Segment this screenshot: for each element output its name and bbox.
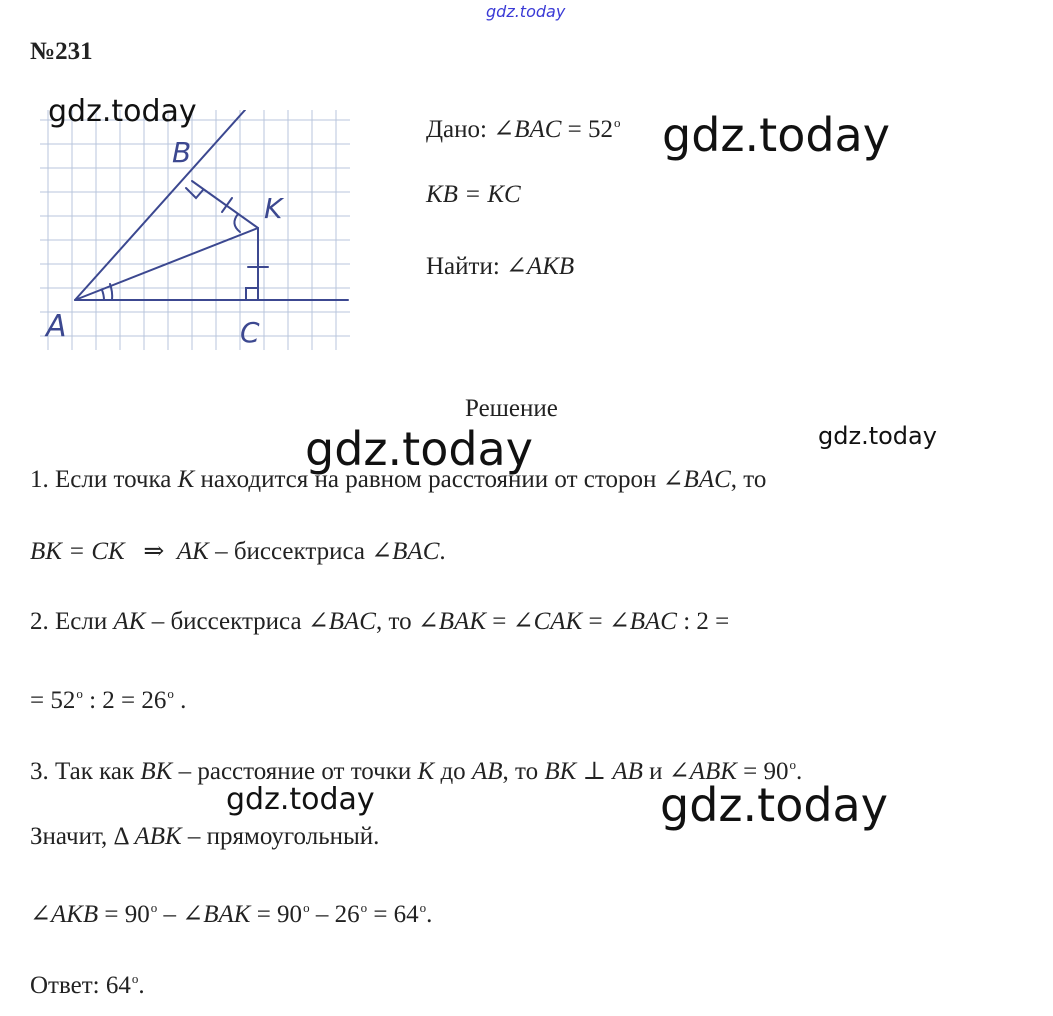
text: = 90	[743, 758, 789, 785]
text: и	[649, 758, 663, 785]
angle-name: BAK	[438, 608, 487, 635]
text: – 26	[315, 901, 360, 928]
problem-number: №231	[30, 38, 93, 65]
degree-sign: o	[150, 900, 158, 915]
equals: =	[588, 608, 603, 635]
equation: BK = CK	[30, 538, 125, 565]
given-value: = 52	[567, 116, 614, 143]
watermark-top: gdz.today	[486, 2, 566, 21]
answer-line	[30, 964, 145, 1001]
text: , то	[375, 608, 412, 635]
angle-sign: ∠	[417, 608, 439, 635]
label-b: B	[172, 136, 192, 169]
angle-sign: ∠	[182, 901, 204, 928]
point-k: K	[417, 758, 435, 785]
text: : 2 = 26	[89, 687, 167, 714]
find-line	[426, 252, 574, 282]
ray-ab	[75, 110, 245, 300]
solution-title: Решение	[465, 395, 558, 422]
angle-sign: ∠	[30, 901, 51, 928]
find-prefix: Найти:	[426, 253, 500, 280]
watermark-step3-left: gdz.today	[226, 782, 375, 817]
given-line-1	[426, 108, 621, 145]
implies-arrow: ⇒	[143, 538, 165, 565]
watermark-step3-right: gdz.today	[660, 778, 888, 832]
step-2-line-2	[30, 679, 186, 716]
angle-name: AKB	[50, 901, 99, 928]
degree-sign: o	[419, 900, 427, 915]
text: = 90	[256, 901, 303, 928]
angle-name: ABK	[689, 758, 737, 785]
angle-sign: ∠	[506, 253, 527, 280]
text: – биссектриса	[151, 608, 302, 635]
text: = 64	[373, 901, 419, 928]
angle-sign: ∠	[493, 116, 515, 143]
segment-kb	[192, 181, 258, 228]
segment-ak: AK	[113, 608, 146, 635]
degree-sign: o	[360, 900, 368, 915]
text: находится на равном расстоянии от сторон	[200, 466, 657, 493]
triangle-name: ABK	[134, 823, 182, 850]
step-1-line-2	[30, 537, 446, 567]
right-angle-c	[246, 288, 258, 300]
figure-svg	[40, 110, 355, 355]
answer-text: Ответ: 64	[30, 972, 131, 999]
text: – прямоугольный.	[187, 823, 380, 850]
text: , то	[502, 758, 539, 785]
watermark-solution-right: gdz.today	[818, 422, 937, 450]
text: : 2 =	[683, 608, 730, 635]
step-1-line-1	[30, 465, 766, 495]
angle-sign: ∠	[662, 466, 684, 493]
text: Значит,	[30, 823, 108, 850]
angle-sign: ∠	[512, 608, 534, 635]
angle-name: CAK	[533, 608, 583, 635]
segment-ak: AK	[176, 538, 209, 565]
minus: –	[163, 901, 177, 928]
find-angle: AKB	[526, 253, 575, 280]
segment-ab: AB	[471, 758, 503, 785]
watermark-solution-left: gdz.today	[305, 422, 533, 476]
text: .	[426, 901, 433, 928]
watermark-figure: gdz.today	[48, 94, 197, 129]
text: = 90	[104, 901, 150, 928]
angle-name: BAC	[629, 608, 677, 635]
arc-angle-a-1	[102, 290, 104, 300]
text: – биссектриса	[215, 538, 365, 565]
degree-sign: o	[76, 686, 83, 701]
text: .	[439, 538, 446, 565]
triangle-sign: Δ	[113, 823, 129, 850]
right-angle-b	[186, 188, 203, 198]
given-line-2: KB = KC	[426, 181, 521, 208]
step-2-line-1	[30, 607, 729, 637]
text: .	[796, 758, 803, 785]
segment-bk: BK	[140, 758, 173, 785]
degree-sign: o	[303, 900, 310, 915]
label-c: C	[240, 316, 260, 349]
text: , то	[730, 466, 767, 493]
watermark-given: gdz.today	[662, 108, 890, 162]
text: = 52	[30, 687, 76, 714]
degree-sign: o	[789, 757, 797, 772]
angle-name: BAC	[392, 538, 440, 565]
angle-sign: ∠	[371, 538, 393, 565]
text: 3. Так как	[30, 758, 135, 785]
degree-sign: o	[167, 686, 174, 701]
angle-sign: ∠	[668, 758, 690, 785]
text: .	[138, 972, 145, 999]
geometry-figure	[40, 110, 355, 355]
label-k: K	[264, 192, 283, 225]
tick-kb	[222, 198, 232, 212]
perpendicular-sign: ⊥	[582, 758, 607, 785]
grid-lines	[40, 110, 350, 350]
calculation-line	[30, 893, 432, 930]
text: – расстояние от точки	[178, 758, 412, 785]
degree-sign: o	[131, 971, 139, 986]
angle-sign: ∠	[307, 608, 329, 635]
segment-bk: BK	[544, 758, 577, 785]
given-angle: BAC	[514, 116, 562, 143]
angle-name: BAK	[203, 901, 251, 928]
angle-name: BAC	[328, 608, 376, 635]
text: 2. Если	[30, 608, 108, 635]
text: 1. Если точка	[30, 466, 172, 493]
angle-sign: ∠	[608, 608, 630, 635]
text: до	[440, 758, 466, 785]
equals: =	[492, 608, 507, 635]
point-k: K	[177, 466, 195, 493]
text: .	[180, 687, 187, 714]
step-3-line-2	[30, 822, 379, 852]
angle-name: BAC	[683, 466, 731, 493]
given-prefix: Дано:	[426, 116, 487, 143]
segment-ab: AB	[612, 758, 643, 785]
arc-k	[234, 214, 240, 232]
degree-sign: o	[614, 115, 621, 130]
label-a: A	[46, 309, 67, 344]
